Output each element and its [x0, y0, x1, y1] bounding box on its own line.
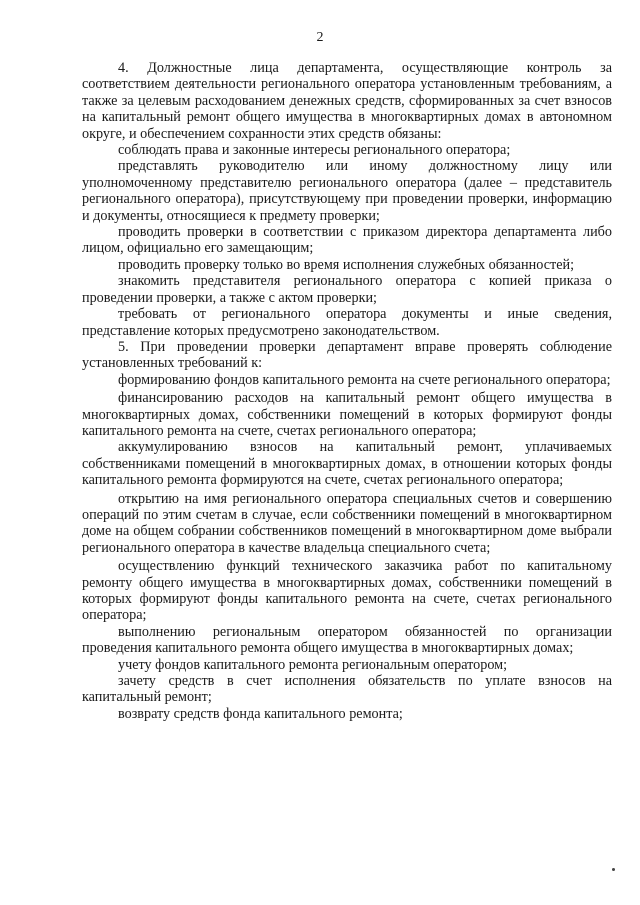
paragraph-item-obligations: выполнению региональным оператором обязанностей по организации проведения капитального ремонта общего имущества в многоквартирных домах;: [82, 623, 612, 657]
paragraph-item-offset: зачету средств в счет исполнения обязательств по уплате взносов на капитальный ремонт;: [82, 673, 612, 706]
paragraph-officials-duties: 4. Должностные лица департамента, осуществляющие контроль за соответствием деятельности регионального оператора установленным требованиям, а также за целевым расходованием денежных средств, сформированных за счет взносов на капитальный ремонт общего имущества в многоквартирных домах в автономном округе, и обеспечением сохранности этих средств обязаны:: [82, 60, 612, 142]
paragraph-item-refund: возврату средств фонда капитального ремонта;: [118, 705, 403, 722]
scan-speck: [612, 868, 615, 871]
paragraph-item-technical-customer: осуществлению функций технического заказчика работ по капитальному ремонту общего имущества в многоквартирных домах, собственники помещений в которых формируют фонды капитального ремонта на счете, счетах регионального оператора;: [82, 558, 612, 624]
paragraph-item-accumulation: аккумулированию взносов на капитальный ремонт, уплачиваемых собственниками помещений в многоквартирных домах, в отношении которых фонды капитального ремонта формируются на счете, счетах регионального оператора;: [82, 439, 612, 489]
page-number: 2: [316, 30, 324, 45]
paragraph-inspection-rights: 5. При проведении проверки департамент вправе проверять соблюдение установленных требований к:: [82, 338, 612, 372]
paragraph-duty-request-documents: требовать от регионального оператора документы и иные сведения, представление которых предусмотрено законодательством.: [82, 306, 612, 339]
paragraph-duty-acquaint: знакомить представителя регионального оператора с копией приказа о проведении проверки, а также с актом проверки;: [82, 273, 612, 306]
paragraph-item-fund-accounting: учету фондов капитального ремонта региональным оператором;: [118, 656, 508, 673]
document-body: [82, 60, 612, 722]
paragraph-duty-working-hours: проводить проверку только во время исполнения служебных обязанностей;: [118, 256, 575, 273]
paragraph-item-special-accounts: открытию на имя регионального оператора специальных счетов и совершению операций по этим счетам в случае, если собственники помещений в многоквартирном доме на общем собрании собственников помещений в многоквартирном доме выбрали регионального оператора в качестве владельца специального счета;: [82, 490, 612, 556]
paragraph-duty-provide-info: представлять руководителю или иному должностному лицу или уполномоченному представителю регионального оператора (далее – представитель регионального оператора), присутствующему при проведении проверки, информацию и документы, относящиеся к предмету проверки;: [82, 158, 612, 224]
paragraph-duty-order: проводить проверки в соответствии с приказом директора департамента либо лицом, официально его замещающим;: [82, 224, 612, 257]
paragraph-item-fund-formation: формированию фондов капитального ремонта на счете регионального оператора;: [118, 371, 611, 388]
paragraph-duty-rights: соблюдать права и законные интересы регионального оператора;: [118, 142, 511, 159]
paragraph-item-financing: финансированию расходов на капитальный ремонт общего имущества в многоквартирных домах, собственники помещений в которых формируют фонды капитального ремонта на счете, счетах регионального оператора;: [82, 390, 612, 439]
